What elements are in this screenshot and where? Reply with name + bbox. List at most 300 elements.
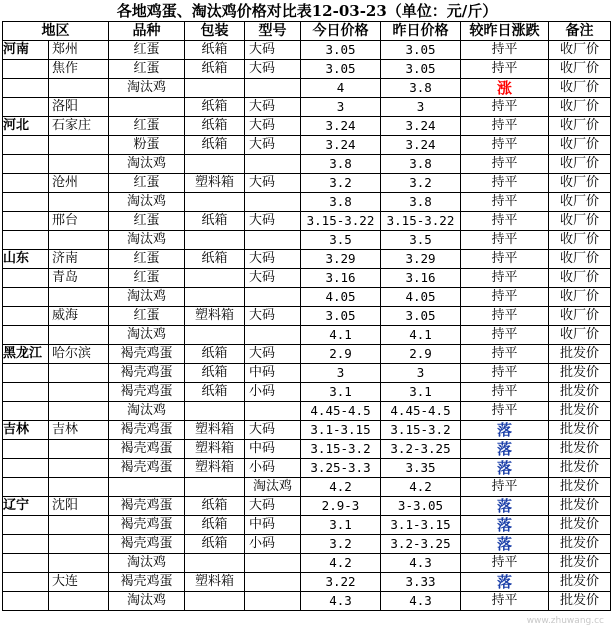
province-cell bbox=[3, 573, 49, 592]
note-cell: 收厂价 bbox=[549, 174, 611, 193]
province-cell bbox=[3, 193, 49, 212]
note-cell: 收厂价 bbox=[549, 155, 611, 174]
yesterday-price-cell: 3.16 bbox=[381, 269, 461, 288]
province-cell bbox=[3, 383, 49, 402]
city-cell: 焦作 bbox=[49, 60, 109, 79]
change-cell: 持平 bbox=[461, 269, 549, 288]
today-price-cell: 4.1 bbox=[301, 326, 381, 345]
size-cell bbox=[245, 554, 301, 573]
note-cell: 收厂价 bbox=[549, 307, 611, 326]
change-cell: 涨 bbox=[461, 79, 549, 98]
change-cell: 持平 bbox=[461, 174, 549, 193]
table-row bbox=[3, 231, 611, 250]
today-price-cell: 3.1 bbox=[301, 516, 381, 535]
size-cell: 中码 bbox=[245, 516, 301, 535]
note-cell: 批发价 bbox=[549, 421, 611, 440]
note-cell: 收厂价 bbox=[549, 41, 611, 60]
yesterday-price-cell: 3.05 bbox=[381, 41, 461, 60]
city-cell: 沧州 bbox=[49, 174, 109, 193]
province-cell bbox=[3, 60, 49, 79]
yesterday-price-cell: 3.5 bbox=[381, 231, 461, 250]
change-cell: 落 bbox=[461, 516, 549, 535]
packaging-cell bbox=[185, 554, 245, 573]
size-cell: 大码 bbox=[245, 41, 301, 60]
city-cell: 沈阳 bbox=[49, 497, 109, 516]
price-table bbox=[2, 21, 611, 611]
change-cell: 落 bbox=[461, 535, 549, 554]
variety-cell bbox=[109, 478, 185, 497]
table-row bbox=[3, 383, 611, 402]
province-cell bbox=[3, 326, 49, 345]
size-cell: 中码 bbox=[245, 440, 301, 459]
size-cell bbox=[245, 402, 301, 421]
city-cell: 吉林 bbox=[49, 421, 109, 440]
size-cell: 中码 bbox=[245, 364, 301, 383]
variety-cell: 红蛋 bbox=[109, 250, 185, 269]
city-cell bbox=[49, 554, 109, 573]
table-row bbox=[3, 193, 611, 212]
yesterday-price-cell: 3.15-3.2 bbox=[381, 421, 461, 440]
note-cell: 收厂价 bbox=[549, 60, 611, 79]
table-row bbox=[3, 440, 611, 459]
change-cell: 持平 bbox=[461, 345, 549, 364]
yesterday-price-cell: 3.2-3.25 bbox=[381, 535, 461, 554]
yesterday-price-cell: 3.8 bbox=[381, 193, 461, 212]
packaging-cell bbox=[185, 288, 245, 307]
yesterday-price-cell: 3.24 bbox=[381, 136, 461, 155]
variety-cell: 淘汰鸡 bbox=[109, 592, 185, 611]
yesterday-price-cell: 3.05 bbox=[381, 60, 461, 79]
size-cell: 小码 bbox=[245, 459, 301, 478]
yesterday-price-cell: 3.05 bbox=[381, 307, 461, 326]
size-cell: 大码 bbox=[245, 269, 301, 288]
today-price-cell: 3.1-3.15 bbox=[301, 421, 381, 440]
variety-cell: 淘汰鸡 bbox=[109, 326, 185, 345]
size-cell bbox=[245, 573, 301, 592]
province-cell bbox=[3, 459, 49, 478]
yesterday-price-cell: 3.35 bbox=[381, 459, 461, 478]
province-cell bbox=[3, 478, 49, 497]
header-note: 备注 bbox=[549, 22, 611, 41]
packaging-cell: 纸箱 bbox=[185, 41, 245, 60]
variety-cell: 淘汰鸡 bbox=[109, 402, 185, 421]
yesterday-price-cell: 3.15-3.22 bbox=[381, 212, 461, 231]
today-price-cell: 3.25-3.3 bbox=[301, 459, 381, 478]
packaging-cell: 纸箱 bbox=[185, 136, 245, 155]
city-cell bbox=[49, 402, 109, 421]
change-cell: 落 bbox=[461, 421, 549, 440]
packaging-cell: 纸箱 bbox=[185, 98, 245, 117]
packaging-cell: 纸箱 bbox=[185, 212, 245, 231]
size-cell: 大码 bbox=[245, 136, 301, 155]
province-cell: 辽宁 bbox=[3, 497, 49, 516]
table-row bbox=[3, 250, 611, 269]
change-cell: 落 bbox=[461, 440, 549, 459]
province-cell bbox=[3, 136, 49, 155]
note-cell: 收厂价 bbox=[549, 117, 611, 136]
yesterday-price-cell: 4.2 bbox=[381, 478, 461, 497]
table-row bbox=[3, 402, 611, 421]
city-cell: 青岛 bbox=[49, 269, 109, 288]
table-row bbox=[3, 307, 611, 326]
packaging-cell: 塑料箱 bbox=[185, 421, 245, 440]
city-cell bbox=[49, 440, 109, 459]
size-cell: 大码 bbox=[245, 307, 301, 326]
today-price-cell: 3.15-3.2 bbox=[301, 440, 381, 459]
variety-cell: 红蛋 bbox=[109, 269, 185, 288]
note-cell: 批发价 bbox=[549, 402, 611, 421]
table-row bbox=[3, 174, 611, 193]
province-cell bbox=[3, 554, 49, 573]
table-row bbox=[3, 326, 611, 345]
change-cell: 落 bbox=[461, 497, 549, 516]
today-price-cell: 3 bbox=[301, 364, 381, 383]
table-row bbox=[3, 497, 611, 516]
change-cell: 持平 bbox=[461, 193, 549, 212]
change-cell: 持平 bbox=[461, 136, 549, 155]
today-price-cell: 3.8 bbox=[301, 155, 381, 174]
city-cell: 洛阳 bbox=[49, 98, 109, 117]
variety-cell: 淘汰鸡 bbox=[109, 193, 185, 212]
province-cell bbox=[3, 79, 49, 98]
size-cell: 大码 bbox=[245, 98, 301, 117]
table-row bbox=[3, 98, 611, 117]
packaging-cell: 塑料箱 bbox=[185, 573, 245, 592]
variety-cell: 褐壳鸡蛋 bbox=[109, 383, 185, 402]
province-cell: 吉林 bbox=[3, 421, 49, 440]
change-cell: 持平 bbox=[461, 98, 549, 117]
variety-cell: 褐壳鸡蛋 bbox=[109, 573, 185, 592]
province-cell bbox=[3, 231, 49, 250]
city-cell bbox=[49, 326, 109, 345]
table-row bbox=[3, 136, 611, 155]
note-cell: 批发价 bbox=[549, 383, 611, 402]
size-cell: 大码 bbox=[245, 497, 301, 516]
packaging-cell: 纸箱 bbox=[185, 516, 245, 535]
size-cell: 大码 bbox=[245, 60, 301, 79]
variety-cell: 褐壳鸡蛋 bbox=[109, 364, 185, 383]
yesterday-price-cell: 2.9 bbox=[381, 345, 461, 364]
change-cell: 持平 bbox=[461, 155, 549, 174]
packaging-cell: 纸箱 bbox=[185, 60, 245, 79]
today-price-cell: 3.05 bbox=[301, 41, 381, 60]
today-price-cell: 4.2 bbox=[301, 478, 381, 497]
change-cell: 持平 bbox=[461, 60, 549, 79]
variety-cell: 褐壳鸡蛋 bbox=[109, 497, 185, 516]
packaging-cell bbox=[185, 231, 245, 250]
change-cell: 持平 bbox=[461, 478, 549, 497]
yesterday-price-cell: 3.29 bbox=[381, 250, 461, 269]
province-cell bbox=[3, 516, 49, 535]
size-cell bbox=[245, 155, 301, 174]
province-cell bbox=[3, 440, 49, 459]
city-cell bbox=[49, 459, 109, 478]
size-cell: 大码 bbox=[245, 421, 301, 440]
today-price-cell: 2.9-3 bbox=[301, 497, 381, 516]
note-cell: 批发价 bbox=[549, 573, 611, 592]
note-cell: 批发价 bbox=[549, 364, 611, 383]
packaging-cell: 纸箱 bbox=[185, 383, 245, 402]
city-cell bbox=[49, 478, 109, 497]
variety-cell bbox=[109, 98, 185, 117]
yesterday-price-cell: 4.3 bbox=[381, 592, 461, 611]
today-price-cell: 3.8 bbox=[301, 193, 381, 212]
province-cell: 黑龙江 bbox=[3, 345, 49, 364]
header-region: 地区 bbox=[3, 22, 109, 41]
today-price-cell: 3.24 bbox=[301, 136, 381, 155]
city-cell bbox=[49, 193, 109, 212]
today-price-cell: 4.2 bbox=[301, 554, 381, 573]
note-cell: 批发价 bbox=[549, 440, 611, 459]
price-table-container bbox=[2, 21, 610, 641]
province-cell: 河南 bbox=[3, 41, 49, 60]
yesterday-price-cell: 3.2-3.25 bbox=[381, 440, 461, 459]
yesterday-price-cell: 3.24 bbox=[381, 117, 461, 136]
province-cell bbox=[3, 155, 49, 174]
today-price-cell: 3 bbox=[301, 98, 381, 117]
size-cell bbox=[245, 193, 301, 212]
size-cell bbox=[245, 231, 301, 250]
packaging-cell: 塑料箱 bbox=[185, 307, 245, 326]
variety-cell: 红蛋 bbox=[109, 174, 185, 193]
change-cell: 持平 bbox=[461, 554, 549, 573]
size-cell bbox=[245, 288, 301, 307]
yesterday-price-cell: 3.33 bbox=[381, 573, 461, 592]
packaging-cell bbox=[185, 402, 245, 421]
size-cell: 大码 bbox=[245, 250, 301, 269]
packaging-cell bbox=[185, 79, 245, 98]
size-cell: 大码 bbox=[245, 174, 301, 193]
note-cell: 批发价 bbox=[549, 478, 611, 497]
change-cell: 持平 bbox=[461, 364, 549, 383]
city-cell bbox=[49, 231, 109, 250]
packaging-cell: 纸箱 bbox=[185, 364, 245, 383]
packaging-cell: 塑料箱 bbox=[185, 174, 245, 193]
change-cell: 持平 bbox=[461, 326, 549, 345]
variety-cell: 淘汰鸡 bbox=[109, 155, 185, 174]
today-price-cell: 3.5 bbox=[301, 231, 381, 250]
change-cell: 持平 bbox=[461, 117, 549, 136]
change-cell: 持平 bbox=[461, 41, 549, 60]
province-cell: 河北 bbox=[3, 117, 49, 136]
packaging-cell: 纸箱 bbox=[185, 250, 245, 269]
size-cell: 淘汰鸡 bbox=[245, 478, 301, 497]
note-cell: 收厂价 bbox=[549, 193, 611, 212]
province-cell bbox=[3, 174, 49, 193]
change-cell: 持平 bbox=[461, 212, 549, 231]
size-cell: 小码 bbox=[245, 383, 301, 402]
packaging-cell: 塑料箱 bbox=[185, 459, 245, 478]
today-price-cell: 4 bbox=[301, 79, 381, 98]
change-cell: 持平 bbox=[461, 250, 549, 269]
yesterday-price-cell: 4.3 bbox=[381, 554, 461, 573]
packaging-cell: 纸箱 bbox=[185, 117, 245, 136]
yesterday-price-cell: 3 bbox=[381, 364, 461, 383]
variety-cell: 褐壳鸡蛋 bbox=[109, 516, 185, 535]
packaging-cell bbox=[185, 155, 245, 174]
city-cell: 威海 bbox=[49, 307, 109, 326]
change-cell: 落 bbox=[461, 459, 549, 478]
note-cell: 批发价 bbox=[549, 592, 611, 611]
yesterday-price-cell: 4.45-4.5 bbox=[381, 402, 461, 421]
today-price-cell: 3.29 bbox=[301, 250, 381, 269]
city-cell: 邢台 bbox=[49, 212, 109, 231]
size-cell: 大码 bbox=[245, 345, 301, 364]
size-cell: 大码 bbox=[245, 117, 301, 136]
yesterday-price-cell: 3.8 bbox=[381, 155, 461, 174]
table-title: 各地鸡蛋、淘汰鸡价格对比表12-03-23（单位：元/斤） bbox=[116, 2, 498, 20]
province-cell bbox=[3, 98, 49, 117]
watermark: www.zhuwang.cc bbox=[526, 616, 604, 626]
note-cell: 收厂价 bbox=[549, 269, 611, 288]
today-price-cell: 4.3 bbox=[301, 592, 381, 611]
size-cell bbox=[245, 592, 301, 611]
table-row bbox=[3, 79, 611, 98]
variety-cell: 红蛋 bbox=[109, 212, 185, 231]
today-price-cell: 3.2 bbox=[301, 174, 381, 193]
table-row bbox=[3, 364, 611, 383]
header-yesterday-price: 昨日价格 bbox=[381, 22, 461, 41]
province-cell bbox=[3, 288, 49, 307]
city-cell bbox=[49, 516, 109, 535]
table-row bbox=[3, 345, 611, 364]
city-cell: 郑州 bbox=[49, 41, 109, 60]
table-row bbox=[3, 592, 611, 611]
province-cell: 山东 bbox=[3, 250, 49, 269]
table-row bbox=[3, 60, 611, 79]
change-cell: 持平 bbox=[461, 288, 549, 307]
note-cell: 批发价 bbox=[549, 535, 611, 554]
note-cell: 收厂价 bbox=[549, 98, 611, 117]
note-cell: 批发价 bbox=[549, 345, 611, 364]
city-cell bbox=[49, 155, 109, 174]
province-cell bbox=[3, 212, 49, 231]
city-cell bbox=[49, 535, 109, 554]
variety-cell: 红蛋 bbox=[109, 307, 185, 326]
packaging-cell bbox=[185, 193, 245, 212]
table-row bbox=[3, 516, 611, 535]
variety-cell: 褐壳鸡蛋 bbox=[109, 535, 185, 554]
packaging-cell: 纸箱 bbox=[185, 497, 245, 516]
today-price-cell: 4.45-4.5 bbox=[301, 402, 381, 421]
variety-cell: 褐壳鸡蛋 bbox=[109, 421, 185, 440]
city-cell: 石家庄 bbox=[49, 117, 109, 136]
packaging-cell: 纸箱 bbox=[185, 345, 245, 364]
table-row bbox=[3, 459, 611, 478]
yesterday-price-cell: 3.2 bbox=[381, 174, 461, 193]
table-row bbox=[3, 554, 611, 573]
province-cell bbox=[3, 269, 49, 288]
change-cell: 持平 bbox=[461, 307, 549, 326]
note-cell: 收厂价 bbox=[549, 326, 611, 345]
change-cell: 落 bbox=[461, 573, 549, 592]
table-body bbox=[3, 41, 611, 611]
variety-cell: 淘汰鸡 bbox=[109, 231, 185, 250]
province-cell bbox=[3, 307, 49, 326]
packaging-cell bbox=[185, 592, 245, 611]
change-cell: 持平 bbox=[461, 383, 549, 402]
city-cell bbox=[49, 592, 109, 611]
size-cell: 大码 bbox=[245, 212, 301, 231]
table-row bbox=[3, 269, 611, 288]
yesterday-price-cell: 3-3.05 bbox=[381, 497, 461, 516]
table-row bbox=[3, 478, 611, 497]
today-price-cell: 3.1 bbox=[301, 383, 381, 402]
header-row bbox=[3, 22, 611, 41]
city-cell bbox=[49, 136, 109, 155]
today-price-cell: 3.05 bbox=[301, 60, 381, 79]
province-cell bbox=[3, 364, 49, 383]
today-price-cell: 3.16 bbox=[301, 269, 381, 288]
variety-cell: 红蛋 bbox=[109, 60, 185, 79]
note-cell: 收厂价 bbox=[549, 288, 611, 307]
note-cell: 收厂价 bbox=[549, 212, 611, 231]
yesterday-price-cell: 3.1-3.15 bbox=[381, 516, 461, 535]
city-cell bbox=[49, 383, 109, 402]
change-cell: 持平 bbox=[461, 231, 549, 250]
yesterday-price-cell: 3 bbox=[381, 98, 461, 117]
variety-cell: 红蛋 bbox=[109, 117, 185, 136]
table-row bbox=[3, 421, 611, 440]
note-cell: 批发价 bbox=[549, 554, 611, 573]
change-cell: 持平 bbox=[461, 592, 549, 611]
header-today-price: 今日价格 bbox=[301, 22, 381, 41]
table-row bbox=[3, 117, 611, 136]
table-row bbox=[3, 288, 611, 307]
yesterday-price-cell: 4.05 bbox=[381, 288, 461, 307]
city-cell bbox=[49, 79, 109, 98]
table-row bbox=[3, 573, 611, 592]
city-cell bbox=[49, 288, 109, 307]
city-cell bbox=[49, 364, 109, 383]
note-cell: 批发价 bbox=[549, 516, 611, 535]
city-cell: 哈尔滨 bbox=[49, 345, 109, 364]
variety-cell: 淘汰鸡 bbox=[109, 288, 185, 307]
yesterday-price-cell: 3.1 bbox=[381, 383, 461, 402]
today-price-cell: 3.15-3.22 bbox=[301, 212, 381, 231]
today-price-cell: 3.2 bbox=[301, 535, 381, 554]
packaging-cell: 纸箱 bbox=[185, 535, 245, 554]
today-price-cell: 3.24 bbox=[301, 117, 381, 136]
variety-cell: 淘汰鸡 bbox=[109, 554, 185, 573]
note-cell: 收厂价 bbox=[549, 136, 611, 155]
yesterday-price-cell: 3.8 bbox=[381, 79, 461, 98]
table-row bbox=[3, 41, 611, 60]
note-cell: 收厂价 bbox=[549, 231, 611, 250]
size-cell bbox=[245, 326, 301, 345]
variety-cell: 粉蛋 bbox=[109, 136, 185, 155]
packaging-cell: 塑料箱 bbox=[185, 440, 245, 459]
packaging-cell bbox=[185, 269, 245, 288]
change-cell: 持平 bbox=[461, 402, 549, 421]
today-price-cell: 3.22 bbox=[301, 573, 381, 592]
header-change: 较昨日涨跌 bbox=[461, 22, 549, 41]
header-size: 型号 bbox=[245, 22, 301, 41]
yesterday-price-cell: 4.1 bbox=[381, 326, 461, 345]
note-cell: 收厂价 bbox=[549, 250, 611, 269]
variety-cell: 红蛋 bbox=[109, 41, 185, 60]
variety-cell: 褐壳鸡蛋 bbox=[109, 345, 185, 364]
province-cell bbox=[3, 592, 49, 611]
note-cell: 批发价 bbox=[549, 497, 611, 516]
variety-cell: 褐壳鸡蛋 bbox=[109, 440, 185, 459]
city-cell: 济南 bbox=[49, 250, 109, 269]
table-row bbox=[3, 535, 611, 554]
province-cell bbox=[3, 535, 49, 554]
size-cell bbox=[245, 79, 301, 98]
table-row bbox=[3, 212, 611, 231]
today-price-cell: 4.05 bbox=[301, 288, 381, 307]
